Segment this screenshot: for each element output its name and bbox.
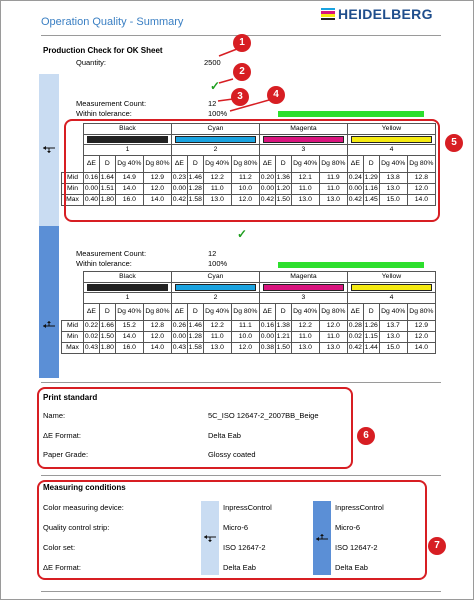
back-value-cell: 0.43 bbox=[171, 343, 187, 354]
back-zone-number: 2 bbox=[171, 293, 259, 304]
back-zone-number: 3 bbox=[259, 293, 347, 304]
front-measurement-count-value: 12 bbox=[208, 99, 217, 108]
front-value-cell: 13.0 bbox=[203, 195, 231, 206]
front-column-header: D bbox=[275, 156, 291, 173]
back-value-cell: 1.66 bbox=[99, 321, 115, 332]
back-value-cell: 0.43 bbox=[84, 343, 100, 354]
front-value-cell: 1.58 bbox=[187, 195, 203, 206]
front-value-cell: 1.29 bbox=[363, 173, 379, 184]
front-value-cell: 0.23 bbox=[171, 173, 187, 184]
front-value-cell: 0.24 bbox=[347, 173, 363, 184]
back-ink-name: Magenta bbox=[259, 272, 347, 283]
front-column-header: ΔE bbox=[347, 156, 363, 173]
front-value-cell: 0.20 bbox=[259, 173, 275, 184]
back-value-cell: 13.0 bbox=[291, 343, 319, 354]
back-value-cell: 14.0 bbox=[115, 332, 143, 343]
back-value-cell: 0.22 bbox=[84, 321, 100, 332]
back-row-label: Mid bbox=[62, 321, 84, 332]
logo-text: HEIDELBERG bbox=[338, 6, 433, 22]
back-value-cell: 1.21 bbox=[275, 332, 291, 343]
back-value-cell: 1.15 bbox=[363, 332, 379, 343]
back-column-header: ΔE bbox=[84, 304, 100, 321]
back-ink-name: Yellow bbox=[347, 272, 435, 283]
front-value-cell: 11.2 bbox=[231, 173, 259, 184]
back-value-cell: 0.00 bbox=[171, 332, 187, 343]
back-tolerance-label: Within tolerance: bbox=[76, 259, 132, 268]
measuring-device-label: Color measuring device: bbox=[43, 503, 124, 512]
back-value-cell: 1.26 bbox=[363, 321, 379, 332]
measuring-heading: Measuring conditions bbox=[43, 483, 126, 492]
quantity-label: Quantity: bbox=[76, 58, 107, 67]
front-value-cell: 1.36 bbox=[275, 173, 291, 184]
front-value-cell: 0.00 bbox=[171, 184, 187, 195]
front-value-cell: 12.2 bbox=[203, 173, 231, 184]
back-ink-name: Cyan bbox=[171, 272, 259, 283]
back-column-header: Dg 80% bbox=[143, 304, 171, 321]
back-de-format-value: Delta Eab bbox=[335, 563, 368, 572]
back-value-cell: 0.02 bbox=[84, 332, 100, 343]
back-measurement-count-label: Measurement Count: bbox=[76, 249, 147, 258]
front-column-header: Dg 40% bbox=[379, 156, 407, 173]
back-value-cell: 0.38 bbox=[259, 343, 275, 354]
back-column-header: Dg 80% bbox=[407, 304, 435, 321]
front-value-cell: 1.80 bbox=[99, 195, 115, 206]
front-value-cell: 14.0 bbox=[143, 195, 171, 206]
front-ink-name: Magenta bbox=[259, 124, 347, 135]
front-colorset-value: ISO 12647-2 bbox=[223, 543, 266, 552]
back-device-value: InpressControl bbox=[335, 503, 384, 512]
back-value-cell: 16.0 bbox=[115, 343, 143, 354]
back-column-header: ΔE bbox=[347, 304, 363, 321]
front-value-cell: 12.0 bbox=[407, 184, 435, 195]
back-value-cell: 0.42 bbox=[347, 343, 363, 354]
front-column-header: ΔE bbox=[171, 156, 187, 173]
back-value-cell: 11.0 bbox=[203, 332, 231, 343]
front-column-header: Dg 40% bbox=[115, 156, 143, 173]
quantity-value: 2500 bbox=[204, 58, 221, 67]
front-value-cell: 14.0 bbox=[407, 195, 435, 206]
back-zone-number: 1 bbox=[84, 293, 172, 304]
back-value-cell: 1.28 bbox=[187, 332, 203, 343]
front-value-cell: 12.0 bbox=[143, 184, 171, 195]
front-value-cell: 0.42 bbox=[259, 195, 275, 206]
print-standard-name-label: Name: bbox=[43, 411, 66, 420]
front-value-cell: 1.45 bbox=[363, 195, 379, 206]
back-ink-name: Black bbox=[84, 272, 172, 283]
back-column-header: D bbox=[187, 304, 203, 321]
front-ink-name: Black bbox=[84, 124, 172, 135]
callout-6: 6 bbox=[357, 427, 375, 445]
back-column-header: Dg 40% bbox=[115, 304, 143, 321]
front-value-cell: 11.0 bbox=[203, 184, 231, 195]
back-status-check-icon: ✓ bbox=[237, 227, 248, 241]
front-value-cell: 1.46 bbox=[187, 173, 203, 184]
back-value-cell: 12.2 bbox=[291, 321, 319, 332]
print-standard-paper-label: Paper Grade: bbox=[43, 450, 89, 459]
front-value-cell: 13.0 bbox=[319, 195, 347, 206]
back-value-cell: 0.02 bbox=[347, 332, 363, 343]
back-column-header: Dg 40% bbox=[379, 304, 407, 321]
front-value-cell: 11.0 bbox=[291, 184, 319, 195]
front-value-cell: 10.0 bbox=[231, 184, 259, 195]
back-value-cell: 15.0 bbox=[379, 343, 407, 354]
front-tolerance-label: Within tolerance: bbox=[76, 109, 132, 118]
front-column-header: Dg 80% bbox=[143, 156, 171, 173]
front-column-header: D bbox=[187, 156, 203, 173]
back-value-cell: 1.50 bbox=[99, 332, 115, 343]
back-column-header: Dg 80% bbox=[231, 304, 259, 321]
back-value-cell: 1.58 bbox=[187, 343, 203, 354]
front-value-cell: 0.16 bbox=[84, 173, 100, 184]
callout-1: 1 bbox=[233, 34, 251, 52]
front-ink-name: Cyan bbox=[171, 124, 259, 135]
measuring-strip-label: Quality control strip: bbox=[43, 523, 110, 532]
front-value-cell: 1.20 bbox=[275, 184, 291, 195]
back-column-header: Dg 40% bbox=[291, 304, 319, 321]
front-value-cell: 0.00 bbox=[84, 184, 100, 195]
back-row-label: Min bbox=[62, 332, 84, 343]
front-column-header: Dg 80% bbox=[407, 156, 435, 173]
measuring-colorset-label: Color set: bbox=[43, 543, 76, 552]
back-value-cell: 12.0 bbox=[319, 321, 347, 332]
front-strip-value: Micro-6 bbox=[223, 523, 249, 532]
back-value-cell: 1.44 bbox=[363, 343, 379, 354]
back-value-cell: 0.28 bbox=[347, 321, 363, 332]
front-value-cell: 15.0 bbox=[379, 195, 407, 206]
front-value-cell: 12.1 bbox=[291, 173, 319, 184]
back-value-cell: 12.2 bbox=[203, 321, 231, 332]
back-column-header: D bbox=[363, 304, 379, 321]
front-value-cell: 12.9 bbox=[143, 173, 171, 184]
back-colorset-value: ISO 12647-2 bbox=[335, 543, 378, 552]
print-standard-de-format-value: Delta Eab bbox=[208, 431, 241, 440]
back-value-cell: 11.1 bbox=[231, 321, 259, 332]
back-value-cell: 0.00 bbox=[259, 332, 275, 343]
front-value-cell: 13.8 bbox=[379, 173, 407, 184]
back-row-label: Max bbox=[62, 343, 84, 354]
back-column-header: Dg 80% bbox=[319, 304, 347, 321]
back-value-cell: 10.0 bbox=[231, 332, 259, 343]
back-measurement-count-value: 12 bbox=[208, 249, 217, 258]
front-value-cell: 13.0 bbox=[291, 195, 319, 206]
front-value-cell: 0.00 bbox=[259, 184, 275, 195]
back-zone-number: 4 bbox=[347, 293, 435, 304]
front-row-label: Mid bbox=[62, 173, 84, 184]
front-value-cell: 0.40 bbox=[84, 195, 100, 206]
front-column-header: ΔE bbox=[259, 156, 275, 173]
front-value-cell: 13.0 bbox=[379, 184, 407, 195]
front-value-cell: 11.9 bbox=[319, 173, 347, 184]
print-standard-heading: Print standard bbox=[43, 393, 98, 402]
front-zone-number: 1 bbox=[84, 145, 172, 156]
front-de-format-value: Delta Eab bbox=[223, 563, 256, 572]
back-value-cell: 12.9 bbox=[407, 321, 435, 332]
front-column-header: Dg 80% bbox=[319, 156, 347, 173]
front-value-cell: 12.0 bbox=[231, 195, 259, 206]
back-value-cell: 15.2 bbox=[115, 321, 143, 332]
front-column-header: D bbox=[99, 156, 115, 173]
print-standard-name-value: 5C_ISO 12647-2_2007BB_Beige bbox=[208, 411, 319, 420]
back-value-cell: 13.0 bbox=[379, 332, 407, 343]
front-value-cell: 1.16 bbox=[363, 184, 379, 195]
back-value-cell: 11.0 bbox=[291, 332, 319, 343]
callout-4: 4 bbox=[267, 86, 285, 104]
print-standard-de-format-label: ΔE Format: bbox=[43, 431, 81, 440]
back-strip-value: Micro-6 bbox=[335, 523, 361, 532]
back-value-cell: 12.0 bbox=[407, 332, 435, 343]
back-column-header: ΔE bbox=[171, 304, 187, 321]
front-row-label: Max bbox=[62, 195, 84, 206]
front-column-header: Dg 40% bbox=[291, 156, 319, 173]
back-value-cell: 1.38 bbox=[275, 321, 291, 332]
page-title: Operation Quality - Summary bbox=[41, 16, 184, 28]
front-measurement-count-label: Measurement Count: bbox=[76, 99, 147, 108]
back-column-header: Dg 40% bbox=[203, 304, 231, 321]
back-column-header: D bbox=[275, 304, 291, 321]
front-value-cell: 12.8 bbox=[407, 173, 435, 184]
back-value-cell: 0.16 bbox=[259, 321, 275, 332]
front-value-cell: 1.51 bbox=[99, 184, 115, 195]
front-value-cell: 0.42 bbox=[347, 195, 363, 206]
front-zone-number: 4 bbox=[347, 145, 435, 156]
back-value-cell: 13.7 bbox=[379, 321, 407, 332]
back-value-cell: 1.46 bbox=[187, 321, 203, 332]
back-value-cell: 12.0 bbox=[143, 332, 171, 343]
front-zone-number: 2 bbox=[171, 145, 259, 156]
front-value-cell: 11.0 bbox=[319, 184, 347, 195]
production-heading: Production Check for OK Sheet bbox=[43, 46, 163, 55]
front-column-header: Dg 40% bbox=[203, 156, 231, 173]
front-row-label: Min bbox=[62, 184, 84, 195]
callout-7: 7 bbox=[428, 537, 446, 555]
front-value-cell: 1.64 bbox=[99, 173, 115, 184]
callout-2: 2 bbox=[233, 63, 251, 81]
callout-5: 5 bbox=[445, 134, 463, 152]
measuring-de-format-label: ΔE Format: bbox=[43, 563, 81, 572]
back-tolerance-value: 100% bbox=[208, 259, 228, 268]
back-value-cell: 14.0 bbox=[407, 343, 435, 354]
front-value-cell: 14.9 bbox=[115, 173, 143, 184]
front-zone-number: 3 bbox=[259, 145, 347, 156]
back-value-cell: 13.0 bbox=[203, 343, 231, 354]
front-value-cell: 0.00 bbox=[347, 184, 363, 195]
back-value-cell: 13.0 bbox=[319, 343, 347, 354]
back-column-header: ΔE bbox=[259, 304, 275, 321]
back-value-cell: 12.8 bbox=[143, 321, 171, 332]
callout-3: 3 bbox=[231, 88, 249, 106]
back-value-cell: 11.0 bbox=[319, 332, 347, 343]
back-value-cell: 1.50 bbox=[275, 343, 291, 354]
back-value-cell: 1.80 bbox=[99, 343, 115, 354]
front-column-header: D bbox=[363, 156, 379, 173]
front-value-cell: 0.42 bbox=[171, 195, 187, 206]
front-tolerance-value: 100% bbox=[208, 109, 228, 118]
front-value-cell: 1.28 bbox=[187, 184, 203, 195]
front-value-cell: 16.0 bbox=[115, 195, 143, 206]
back-value-cell: 14.0 bbox=[143, 343, 171, 354]
front-value-cell: 14.0 bbox=[115, 184, 143, 195]
back-column-header: D bbox=[99, 304, 115, 321]
front-ink-name: Yellow bbox=[347, 124, 435, 135]
print-standard-paper-value: Glossy coated bbox=[208, 450, 256, 459]
back-value-cell: 12.0 bbox=[231, 343, 259, 354]
front-value-cell: 1.50 bbox=[275, 195, 291, 206]
front-column-header: Dg 80% bbox=[231, 156, 259, 173]
front-device-value: InpressControl bbox=[223, 503, 272, 512]
front-column-header: ΔE bbox=[84, 156, 100, 173]
front-status-check-icon: ✓ bbox=[210, 79, 221, 93]
back-value-cell: 0.26 bbox=[171, 321, 187, 332]
